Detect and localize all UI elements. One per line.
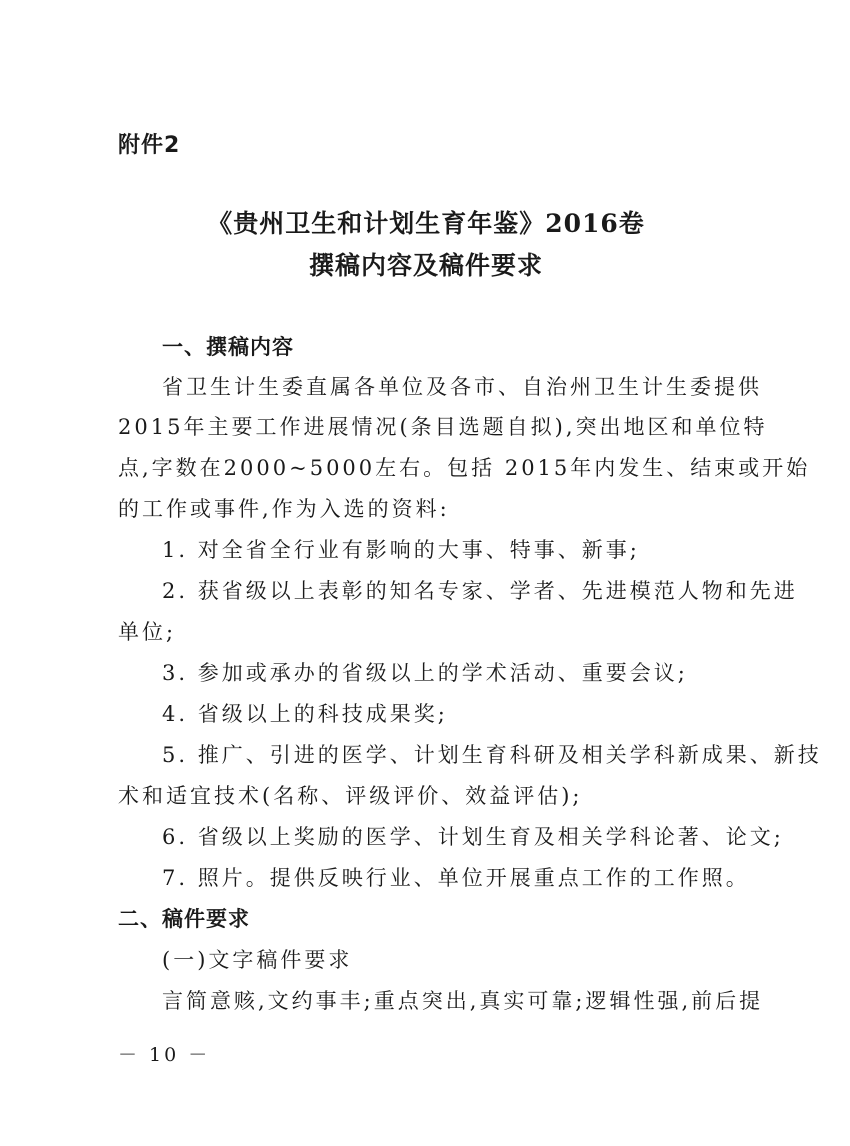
list-item-1: 1. 对全省全行业有影响的大事、特事、新事; [162, 538, 640, 562]
list-item-3: 3. 参加或承办的省级以上的学术活动、重要会议; [162, 661, 688, 685]
list-item-5-cont: 术和适宜技术(名称、评级评价、效益评估); [118, 784, 583, 808]
section2-heading: 二、稿件要求 [118, 907, 250, 931]
attachment-label: 附件2 [118, 133, 181, 158]
list-item-7: 7. 照片。提供反映行业、单位开展重点工作的工作照。 [162, 866, 750, 890]
list-item-4: 4. 省级以上的科技成果奖; [162, 702, 448, 726]
section2-para-line: 言简意赅,文约事丰;重点突出,真实可靠;逻辑性强,前后提 [162, 989, 764, 1013]
section2-subheading: (一)文字稿件要求 [162, 948, 353, 972]
list-item-6: 6. 省级以上奖励的医学、计划生育及相关学科论著、论文; [162, 825, 784, 849]
section1-para-line: 的工作或事件,作为入选的资料: [118, 497, 450, 521]
document-title-line1: 《贵州卫生和计划生育年鉴》2016卷 [207, 209, 645, 238]
list-item-2: 2. 获省级以上表彰的知名专家、学者、先进模范人物和先进 [162, 579, 798, 603]
section1-para-line: 点,字数在2000~5000左右。包括 2015年内发生、结束或开始 [118, 456, 811, 480]
section1-para-line: 2015年主要工作进展情况(条目选题自拟),突出地区和单位特 [118, 415, 768, 439]
list-item-5: 5. 推广、引进的医学、计划生育科研及相关学科新成果、新技 [162, 743, 822, 767]
list-item-2-cont: 单位; [118, 620, 177, 644]
section1-para-line: 省卫生计生委直属各单位及各市、自治州卫生计生委提供 [162, 375, 762, 399]
page-number: － 10 － [118, 1044, 211, 1066]
section1-heading: 一、撰稿内容 [162, 335, 294, 359]
document-title-line2: 撰稿内容及稿件要求 [308, 251, 543, 280]
